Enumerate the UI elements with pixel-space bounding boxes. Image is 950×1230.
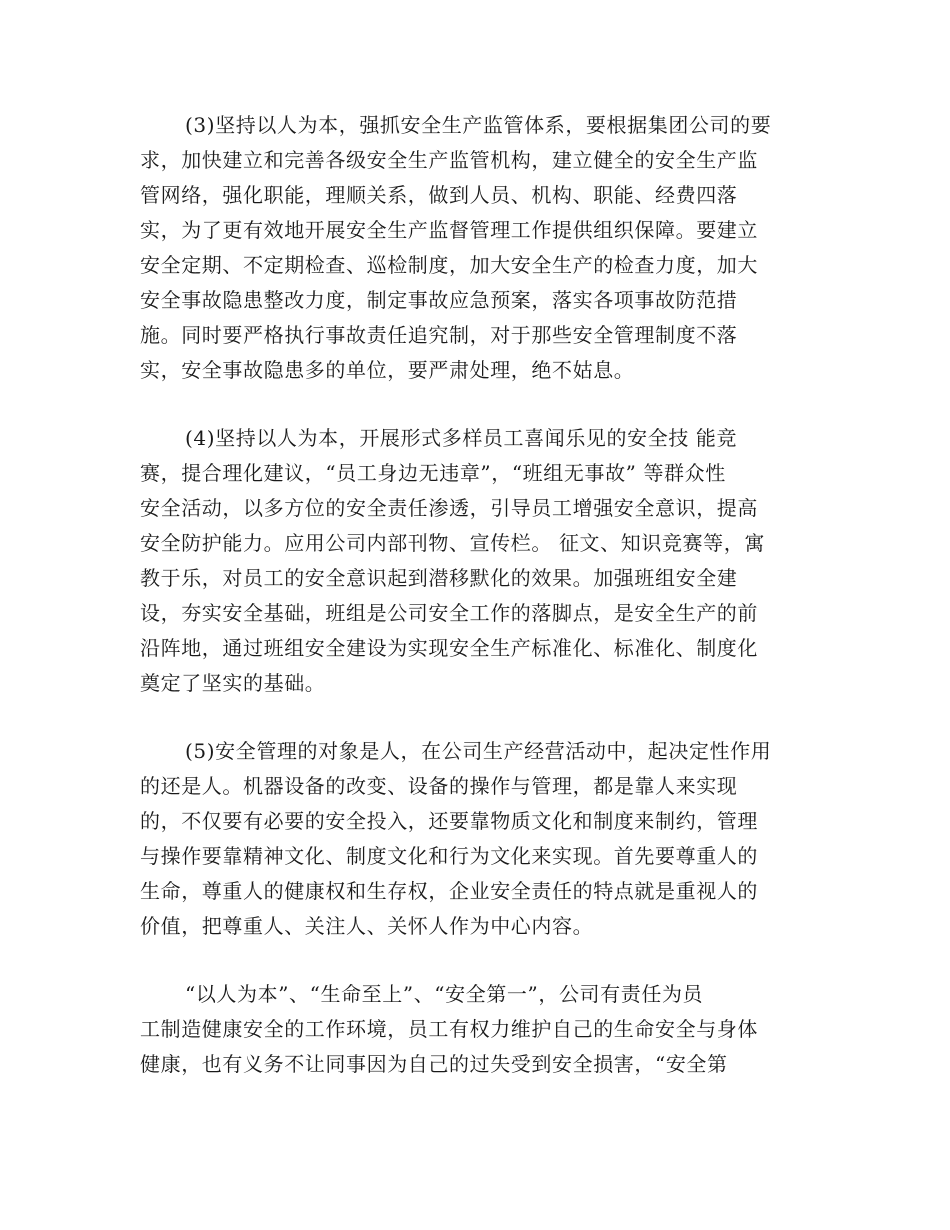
text-line: (4)坚持以人为本，开展形式多样员工喜闻乐见的安全技 能竞 xyxy=(185,426,738,450)
text-line: 健康，也有义务不让同事因为自己的过失受到安全损害，“安全第 xyxy=(140,1052,728,1076)
paragraph-5 xyxy=(140,734,820,944)
text-line: 求，加快建立和完善各级安全生产监管机构，建立健全的安全生产监 xyxy=(140,148,758,172)
text-line: 生命，尊重人的健康权和生存权，企业安全责任的特点就是重视人的 xyxy=(140,879,758,903)
text-line: 赛，提合理化建议，“员工身边无违章”，“班组无事故” 等群众性 xyxy=(140,461,726,485)
text-line: 施。同时要严格执行事故责任追究制，对于那些安全管理制度不落 xyxy=(140,323,738,347)
text-line: 实，安全事故隐患多的单位，要严肃处理，绝不姑息。 xyxy=(140,358,635,382)
text-line: “以人为本”、“生命至上”、“安全第一”，公司有责任为员 xyxy=(185,982,704,1006)
text-line: 安全防护能力。应用公司内部刊物、宣传栏。 征文、知识竞赛等，寓 xyxy=(140,531,765,555)
text-line: (5)安全管理的对象是人，在公司生产经营活动中，起决定性作用 xyxy=(185,739,772,763)
text-line: 工制造健康安全的工作环境，员工有权力维护自己的生命安全与身体 xyxy=(140,1017,758,1041)
text-line: 奠定了坚实的基础。 xyxy=(140,671,326,695)
paragraph-3 xyxy=(140,108,820,388)
paragraph-slogans xyxy=(140,977,820,1082)
text-line: 管网络，强化职能，理顺关系，做到人员、机构、职能、经费四落 xyxy=(140,183,738,207)
text-line: 设，夯实安全基础，班组是公司安全工作的落脚点，是安全生产的前 xyxy=(140,601,758,625)
text-line: 实，为了更有效地开展安全生产监督管理工作提供组织保障。要建立 xyxy=(140,218,758,242)
text-line: 的还是人。机器设备的改变、设备的操作与管理，都是靠人来实现 xyxy=(140,774,738,798)
text-line: 与操作要靠精神文化、制度文化和行为文化来实现。首先要尊重人的 xyxy=(140,844,758,868)
paragraph-4 xyxy=(140,421,820,701)
text-line: 沿阵地，通过班组安全建设为实现安全生产标准化、标准化、制度化 xyxy=(140,636,758,660)
text-line: (3)坚持以人为本，强抓安全生产监管体系，要根据集团公司的要 xyxy=(185,113,772,137)
text-line: 教于乐，对员工的安全意识起到潜移默化的效果。加强班组安全建 xyxy=(140,566,738,590)
text-line: 安全事故隐患整改力度，制定事故应急预案，落实各项事故防范措 xyxy=(140,288,738,312)
text-line: 安全活动，以多方位的安全责任渗透，引导员工增强安全意识，提高 xyxy=(140,496,758,520)
text-line: 的，不仅要有必要的安全投入，还要靠物质文化和制度来制约，管理 xyxy=(140,809,758,833)
text-line: 价值，把尊重人、关注人、关怀人作为中心内容。 xyxy=(140,914,594,938)
text-line: 安全定期、不定期检查、巡检制度，加大安全生产的检查力度，加大 xyxy=(140,253,758,277)
